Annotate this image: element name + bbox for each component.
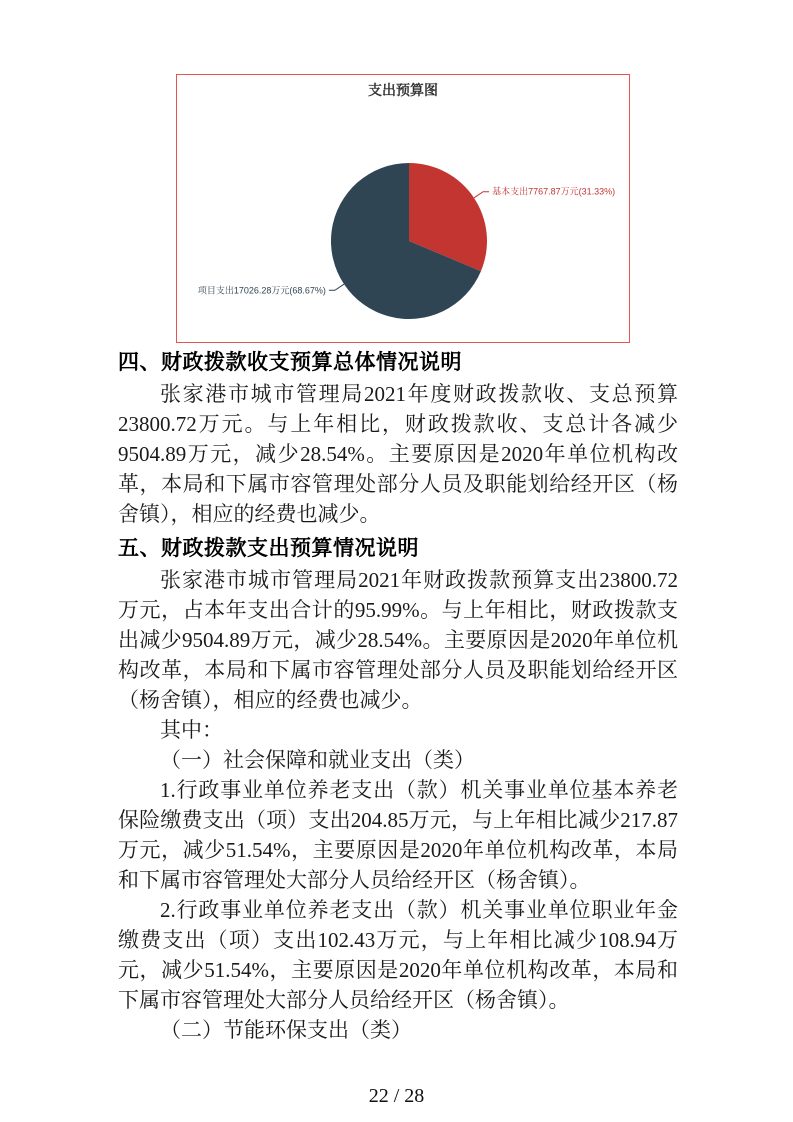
paragraph: （二）节能环保支出（类） <box>160 1018 412 1042</box>
pie-label-line-1 <box>474 192 489 198</box>
chart-title: 支出预算图 <box>368 82 438 98</box>
paragraph: 1.行政事业单位养老支出（款）机关事业单位基本养老保险缴费支出（项）支出204.85万元，与上年相比减少217.87万元，减少51.54%，主要原因是2020年单位机构改革，本局和下属市容管理处大部分人员给经开区（杨舍镇）。 <box>118 778 678 892</box>
paragraph: 其中： <box>160 718 223 742</box>
expenditure-pie-chart-frame <box>176 74 630 343</box>
paragraph: 张家港市城市管理局2021年度财政拨款收、支总预算23800.72万元。与上年相比，财政拨款收、支总计各减少9504.89万元，减少28.54%。主要原因是2020年单位机构改革，本局和下属市容管理处部分人员及职能划给经开区（杨舍镇），相应的经费也减少。 <box>118 382 678 526</box>
expenditure-pie-chart <box>177 75 631 344</box>
page-content <box>0 74 793 1045</box>
pie-label-line-2 <box>329 284 344 290</box>
section-heading-5: 五、财政拨款支出预算情况说明 <box>118 537 419 560</box>
paragraph: 2.行政事业单位养老支出（款）机关事业单位职业年金缴费支出（项）支出102.43万元，与上年相比减少108.94万元，减少51.54%，主要原因是2020年单位机构改革，本局和下属市容管理处大部分人员给经开区（杨舍镇）。 <box>118 898 678 1012</box>
pie-slice-label-2: 项目支出17026.28万元(68.67%) <box>197 285 326 296</box>
paragraph: （一）社会保障和就业支出（类） <box>160 748 475 772</box>
page-number: 22 / 28 <box>368 1085 425 1107</box>
section-heading-4: 四、财政拨款收支预算总体情况说明 <box>118 351 462 374</box>
paragraph: 张家港市城市管理局2021年财政拨款预算支出23800.72万元，占本年支出合计的95.99%。与上年相比，财政拨款支出减少9504.89万元，减少28.54%。主要原因是2020年单位机构改革，本局和下属市容管理处部分人员及职能划给经开区（杨舍镇），相应的经费也减少。 <box>118 568 678 712</box>
pie-slice-label-1: 基本支出7767.87万元(31.33%) <box>492 186 616 197</box>
